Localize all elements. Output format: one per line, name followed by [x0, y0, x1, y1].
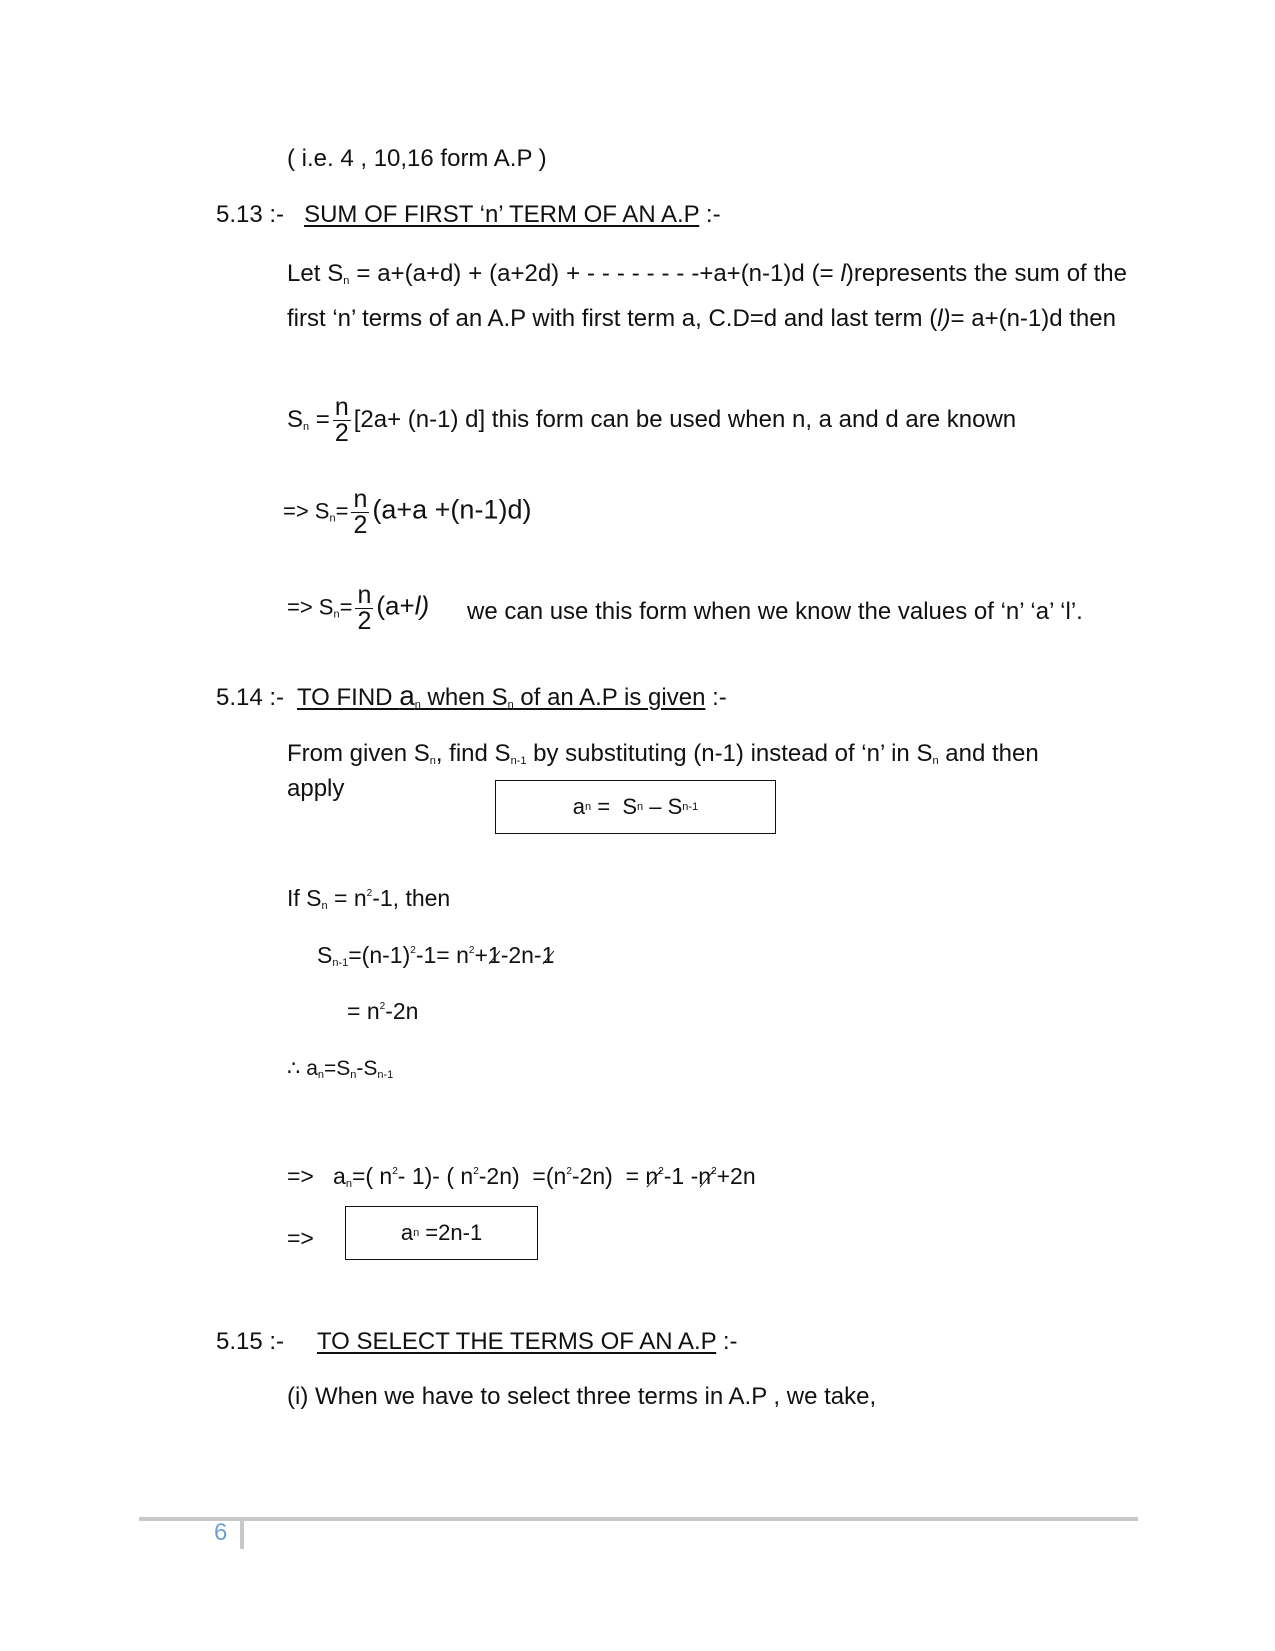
subscript: n — [637, 801, 644, 813]
subscript: n — [343, 275, 350, 287]
last-term-symbol: l) — [937, 305, 951, 332]
section-suffix: :- — [699, 201, 721, 228]
subscript: n — [350, 1069, 357, 1081]
section-number: 5.15 :- — [216, 1328, 285, 1355]
text: a — [400, 1220, 414, 1245]
text: -S — [356, 1057, 378, 1080]
text: = a+(n-1)d then — [950, 305, 1116, 332]
formula-sum-1 — [287, 395, 1016, 446]
text: when S — [420, 684, 508, 711]
fraction — [351, 487, 369, 538]
subscript: n — [413, 1227, 420, 1239]
last-term-symbol: l — [840, 260, 846, 287]
text: = a+(a+d) + (a+2d) + - - - - - - - -+a+(n-1)d (= — [349, 260, 841, 287]
text: )represents the sum of the first ‘n’ terms of an A.P with first term a, C.D=d and last term ( — [287, 260, 1127, 332]
section-number: 5.14 :- — [216, 684, 285, 711]
superscript: 2 — [379, 1001, 386, 1012]
text: Let S — [287, 260, 344, 287]
text: =( n — [351, 1163, 393, 1189]
superscript: 2 — [410, 945, 416, 956]
example-line-2 — [317, 942, 554, 969]
subscript: n — [585, 801, 592, 813]
text: From given S — [287, 740, 430, 767]
section-515-heading — [216, 1328, 738, 1356]
text: -1 - — [663, 1163, 699, 1189]
formula-sum-3 — [287, 583, 429, 634]
text: – S — [643, 794, 683, 819]
fraction — [355, 583, 373, 634]
numerator: n — [334, 393, 349, 421]
subscript: n — [507, 699, 514, 711]
subscript: n-1 — [377, 1069, 394, 1081]
text: of an A.P is given — [513, 684, 706, 711]
text: n — [698, 1163, 712, 1189]
superscript: 2 — [473, 1166, 479, 1177]
text: -2n) = — [571, 1163, 646, 1189]
subscript: n — [429, 755, 436, 767]
text: +2n — [716, 1163, 756, 1189]
text: [2a+ (n-1) d] this form can be used when n, a and d are known — [353, 405, 1017, 433]
denominator: 2 — [353, 511, 368, 539]
superscript: 2 — [392, 1166, 398, 1177]
section-title: SUM OF FIRST ‘n’ TERM OF AN A.P — [304, 201, 700, 228]
text: a — [572, 794, 586, 819]
subscript: n — [321, 900, 328, 912]
text: S — [287, 405, 304, 433]
numerator: n — [357, 581, 372, 609]
superscript: 2 — [711, 1166, 717, 1177]
result-box-an — [345, 1206, 538, 1260]
fraction — [333, 395, 351, 446]
text: -2n) =(n — [478, 1163, 567, 1189]
text: ∴ a — [287, 1057, 318, 1080]
text: => S — [283, 498, 330, 524]
text: = n — [347, 998, 380, 1024]
sum-definition-paragraph — [287, 255, 1127, 338]
text: , find S — [435, 740, 511, 767]
text: => S — [287, 594, 334, 620]
cancelled-term: 1 — [487, 942, 501, 968]
page-number-divider — [240, 1519, 244, 1549]
text: =S — [324, 1057, 351, 1080]
subscript: n — [333, 608, 340, 621]
section-suffix: :- — [705, 684, 727, 711]
example-line-3 — [347, 998, 418, 1025]
text: + — [474, 942, 488, 968]
footer-rule — [139, 1517, 1138, 1521]
example-line-5 — [287, 1163, 756, 1190]
text: -1, then — [372, 885, 451, 911]
formula-box-an — [495, 780, 776, 834]
section-513-heading — [216, 201, 721, 229]
formula-3-note: we can use this form when we know the values of ‘n’ ‘a’ ‘l’. — [467, 598, 1083, 625]
text: = n — [327, 885, 367, 911]
text: (a+a +(n-1)d) — [372, 494, 532, 525]
text: -2n- — [500, 942, 542, 968]
text: (a+ — [376, 590, 415, 621]
section-title: TO SELECT THE TERMS OF AN A.P — [316, 1328, 717, 1355]
example-line-1 — [287, 885, 450, 912]
section-suffix: :- — [716, 1328, 738, 1355]
text: =(n-1) — [348, 942, 411, 968]
cancelled-term — [698, 1163, 716, 1190]
text: =2n-1 — [419, 1220, 483, 1245]
section-title — [296, 680, 706, 711]
find-an-paragraph — [287, 740, 1039, 768]
subscript: n — [345, 1178, 352, 1190]
subscript: n — [932, 755, 939, 767]
apply-text: apply — [287, 775, 345, 802]
subscript: n-1 — [510, 755, 527, 767]
section-number: 5.13 :- — [216, 201, 285, 228]
text: = S — [591, 794, 638, 819]
subscript: n — [303, 420, 310, 433]
text: => a — [287, 1163, 346, 1189]
subscript: n — [414, 699, 421, 711]
example-line-4 — [287, 1056, 393, 1081]
text: If S — [287, 885, 322, 911]
text: S — [317, 942, 333, 968]
subscript: n-1 — [682, 801, 699, 813]
text: = — [309, 405, 330, 433]
superscript: 2 — [468, 945, 475, 956]
denominator: 2 — [334, 419, 349, 447]
superscript: 2 — [658, 1166, 664, 1177]
text: n — [645, 1163, 659, 1189]
text: TO FIND — [296, 684, 400, 711]
denominator: 2 — [357, 607, 372, 635]
text: -2n — [385, 998, 419, 1024]
superscript: 2 — [366, 888, 373, 899]
text: and then — [938, 740, 1039, 767]
text: = — [335, 498, 349, 524]
example-line-6: => — [287, 1225, 314, 1251]
cancelled-term: 1 — [541, 942, 555, 968]
superscript: 2 — [566, 1166, 572, 1177]
text: -1= n — [415, 942, 469, 968]
subscript: n — [329, 512, 336, 525]
page-number: 6 — [214, 1519, 228, 1546]
ie-line: ( i.e. 4 , 10,16 form A.P ) — [287, 145, 547, 172]
text: - 1)- ( n — [397, 1163, 474, 1189]
formula-sum-2 — [283, 487, 531, 538]
subscript: n-1 — [332, 957, 349, 969]
last-term-symbol: l) — [414, 590, 430, 621]
text: = — [339, 594, 353, 620]
cancelled-term — [645, 1163, 663, 1190]
text: a — [399, 680, 415, 711]
select-terms-paragraph: (i) When we have to select three terms in A.P , we take, — [287, 1383, 877, 1410]
section-514-heading — [216, 680, 727, 712]
text: by substituting (n-1) instead of ‘n’ in S — [526, 740, 933, 767]
numerator: n — [353, 485, 368, 513]
subscript: n — [317, 1069, 324, 1081]
